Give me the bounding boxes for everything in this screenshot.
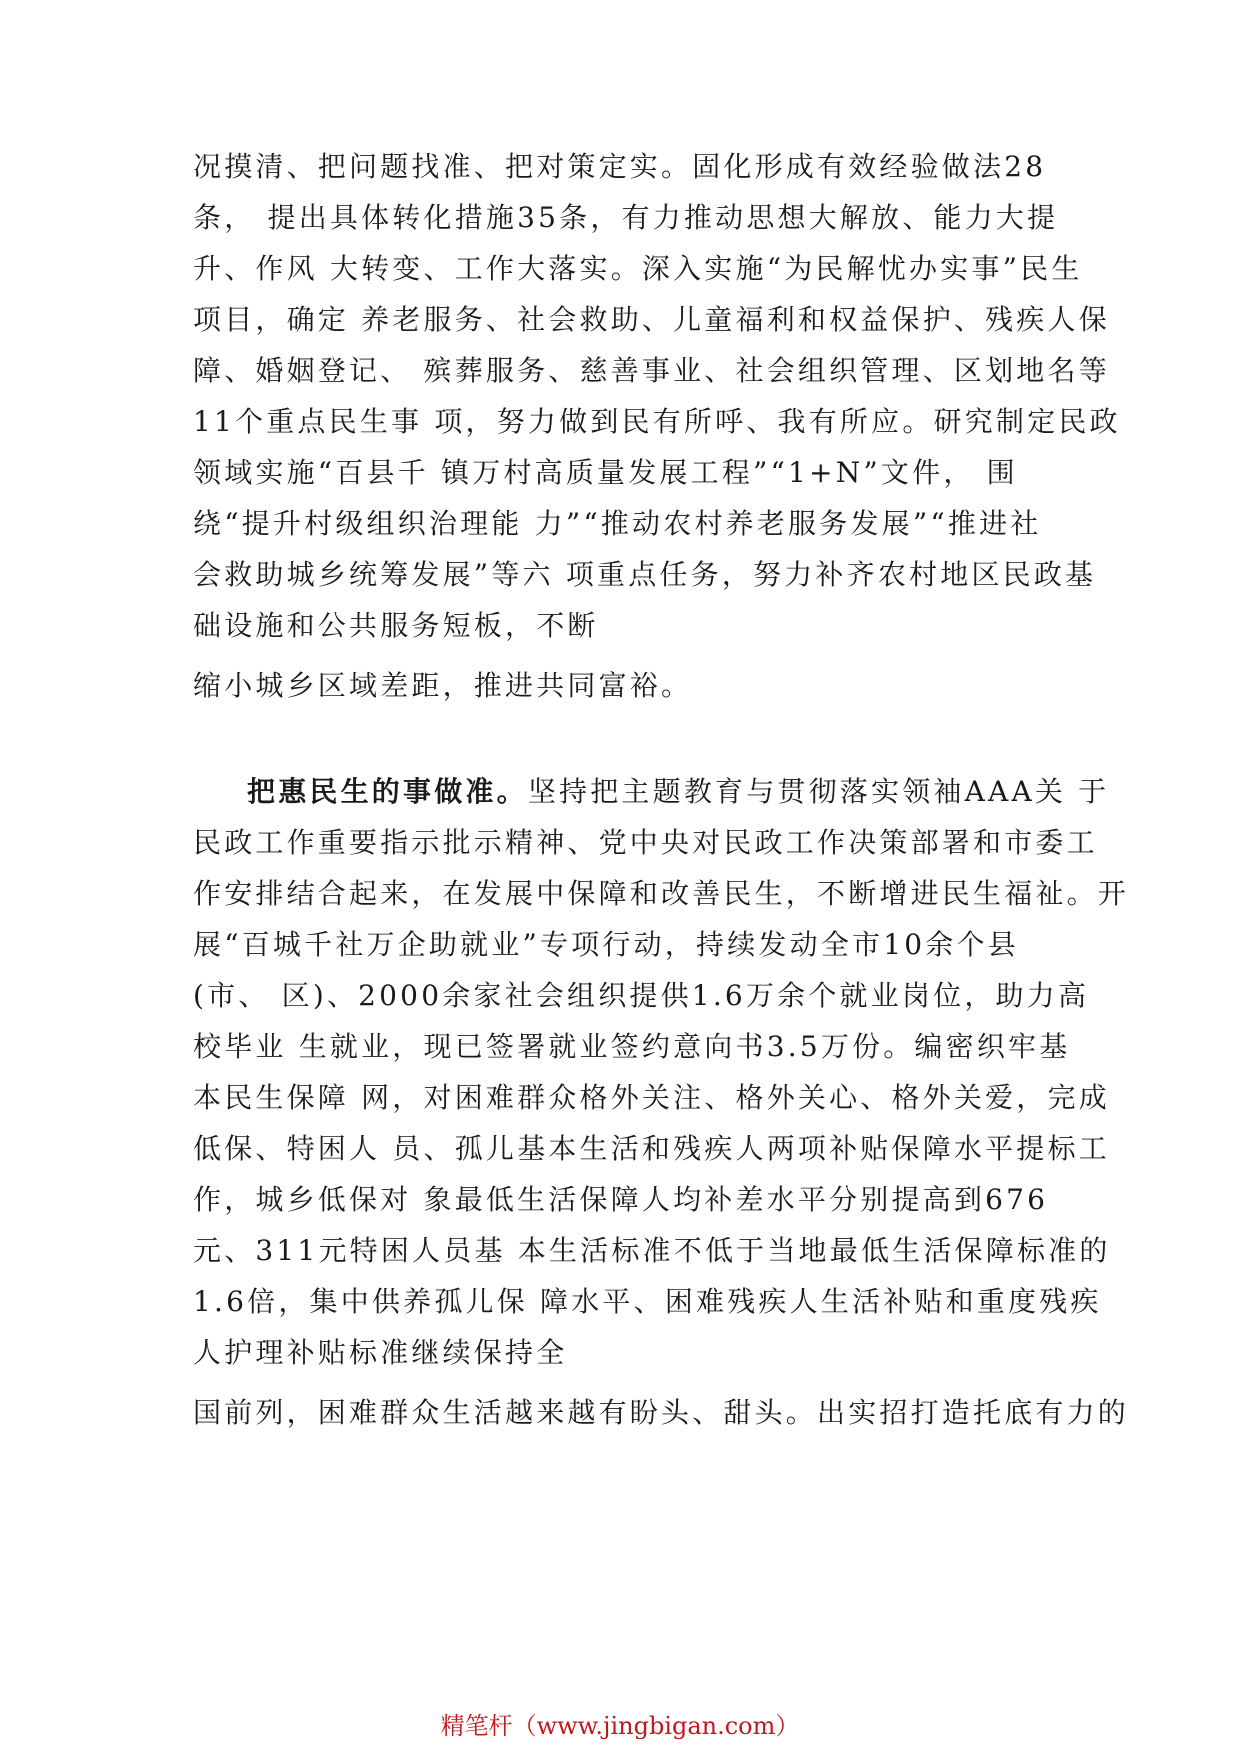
site-footer-watermark: 精笔杆（www.jingbigan.com） <box>440 1712 800 1740</box>
paragraph-line: 低保、特困人 员、孤儿基本生活和残疾人两项补贴保障水平提标工 <box>193 1132 1110 1165</box>
paragraph-line: 民政工作重要指示批示精神、党中央对民政工作决策部署和市委工 <box>193 826 1098 859</box>
paragraph-line: 本民生保障 网，对困难群众格外关注、格外关心、格外关爱，完成 <box>193 1081 1110 1114</box>
paragraph-line: 作安排结合起来，在发展中保障和改善民生，不断增进民生福祉。开 <box>193 877 1130 910</box>
paragraph-lead-heading: 把惠民生的事做准。 <box>247 775 528 808</box>
paragraph-line: 1.6倍，集中供养孤儿保 障水平、困难残疾人生活补贴和重度残疾 <box>193 1285 1102 1318</box>
paragraph-first-line-text: 坚持把主题教育与贯彻落实领袖AAA关 于 <box>527 775 1110 808</box>
paragraph-line: 础设施和公共服务短板，不断 <box>193 609 599 642</box>
paragraph-line: 会救助城乡统筹发展”等六 项重点任务，努力补齐农村地区民政基 <box>193 558 1097 591</box>
paragraph-line: 国前列，困难群众生活越来越有盼头、甜头。出实招打造托底有力的 <box>193 1396 1130 1429</box>
paragraph-line: 元、311元特困人员基 本生活标准不低于当地最低生活保障标准的 <box>193 1234 1111 1267</box>
paragraph-line: 展“百城千社万企助就业”专项行动，持续发动全市10余个县 <box>193 928 1019 961</box>
paragraph-line: 缩小城乡区域差距，推进共同富裕。 <box>193 669 693 702</box>
paragraph-first-line <box>247 772 1109 812</box>
paragraph-line: 绕“提升村级组织治理能 力”“推动农村养老服务发展”“推进社 <box>193 507 1042 540</box>
paragraph-line: (市、 区)、2000余家社会组织提供1.6万余个就业岗位，助力高 <box>193 979 1090 1012</box>
paragraph-line: 11个重点民生事 项，努力做到民有所呼、我有所应。研究制定民政 <box>193 405 1121 438</box>
paragraph-line: 障、婚姻登记、 殡葬服务、慈善事业、社会组织管理、区划地名等 <box>193 354 1110 387</box>
paragraph-line: 升、作风 大转变、工作大落实。深入实施“为民解忧办实事”民生 <box>193 252 1083 285</box>
paragraph-line: 项目，确定 养老服务、社会救助、儿童福利和权益保护、残疾人保 <box>193 303 1110 336</box>
paragraph-line: 校毕业 生就业，现已签署就业签约意向书3.5万份。编密织牢基 <box>193 1030 1071 1063</box>
paragraph-line: 况摸清、把问题找准、把对策定实。固化形成有效经验做法28 <box>193 150 1047 183</box>
paragraph-line: 作，城乡低保对 象最低生活保障人均补差水平分别提高到676 <box>193 1183 1049 1216</box>
paragraph-line: 条， 提出具体转化措施35条，有力推动思想大解放、能力大提 <box>193 201 1059 234</box>
paragraph-line: 领域实施“百县千 镇万村高质量发展工程”“1+N”文件， 围 <box>193 456 1018 489</box>
paragraph-line: 人护理补贴标准继续保持全 <box>193 1336 568 1369</box>
